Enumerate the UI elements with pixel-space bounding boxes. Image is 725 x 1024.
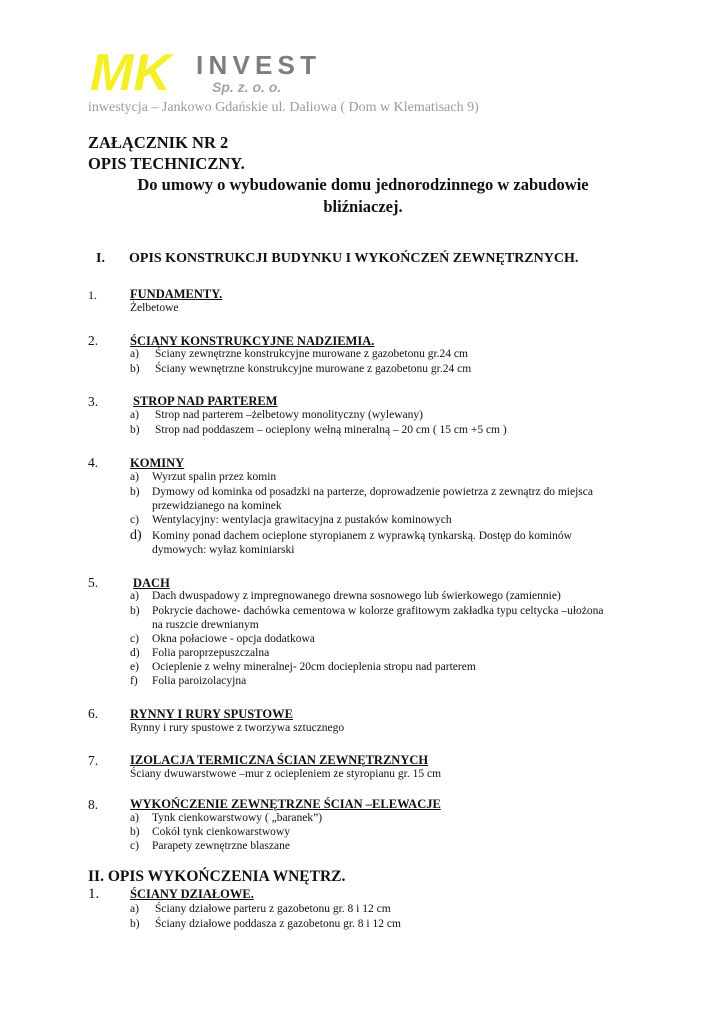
item5-a-text: Dach dwuspadowy z impregnowanego drewna sosnowego lub świerkowego (zamiennie)	[152, 590, 561, 602]
item4-b-letter: b)	[130, 486, 140, 498]
item4-b-text: Dymowy od kominka od posadzki na parterze, doprowadzenie powietrza z zewnątrz do miejsca	[152, 486, 593, 498]
item4-number: 4.	[88, 455, 99, 470]
item7-desc: Ściany dwuwarstwowe –mur z ociepleniem ze styropianu gr. 15 cm	[130, 768, 442, 780]
item5-f-letter: f)	[130, 675, 138, 687]
item8-b-letter: b)	[130, 826, 140, 838]
item5-c-text: Okna połaciowe - opcja dodatkowa	[152, 633, 315, 645]
item5-a-letter: a)	[130, 590, 139, 602]
item5-e-letter: e)	[130, 661, 139, 673]
tech-description-title: OPIS TECHNICZNY.	[88, 154, 245, 173]
section1-roman: I.	[96, 251, 105, 266]
section2-item1-b-letter: b)	[130, 918, 140, 930]
item4-a-letter: a)	[130, 471, 139, 483]
item7-number: 7.	[88, 753, 99, 768]
item6-number: 6.	[88, 706, 99, 721]
investment-subtitle: inwestycja – Jankowo Gdańskie ul. Daliowa ( Dom w Klematisach 9)	[88, 100, 479, 115]
item4-d-letter: d)	[130, 528, 142, 543]
item4-a-text: Wyrzut spalin przez komin	[152, 471, 277, 483]
item5-d-text: Folia paroprzepuszczalna	[152, 647, 270, 659]
logo-sp-text: Sp. z. o. o.	[212, 79, 282, 95]
section2-item1-a-letter: a)	[130, 903, 139, 915]
section2-title: II. OPIS WYKOŃCZENIA WNĘTRZ.	[88, 868, 346, 885]
item1-desc: Żelbetowe	[130, 302, 179, 314]
item8-title: WYKOŃCZENIE ZEWNĘTRZNE ŚCIAN –ELEWACJE	[130, 797, 441, 811]
item2-b-text: Ściany wewnętrzne konstrukcyjne murowane z gazobetonu gr.24 cm	[155, 363, 472, 375]
item6-title: RYNNY I RURY SPUSTOWE	[130, 707, 293, 721]
item1-title: FUNDAMENTY.	[130, 287, 223, 301]
item3-number: 3.	[88, 394, 99, 409]
item4-c-letter: c)	[130, 514, 139, 526]
section2-item1-b-text: Ściany działowe poddasza z gazobetonu gr. 8 i 12 cm	[155, 918, 401, 930]
logo-mk-text: MK	[90, 46, 171, 96]
item5-title: DACH	[133, 576, 170, 590]
item2-a-text: Ściany zewnętrzne konstrukcyjne murowane z gazobetonu gr.24 cm	[155, 348, 468, 360]
item8-c-letter: c)	[130, 840, 139, 852]
item5-e-text: Ocieplenie z wełny mineralnej- 20cm docieplenia stropu nad parterem	[152, 661, 476, 673]
contract-title-line2: bliźniaczej.	[323, 197, 403, 216]
attachment-title: ZAŁĄCZNIK NR 2	[88, 133, 229, 152]
company-logo	[88, 46, 318, 96]
item4-b-text-cont: przewidzianego na kominek	[152, 500, 282, 512]
item5-b-letter: b)	[130, 605, 140, 617]
item4-d-text-cont: dymowych: wyłaz kominiarski	[152, 544, 295, 556]
item5-number: 5.	[88, 575, 99, 590]
logo-invest-text: INVEST	[196, 50, 316, 80]
item6-desc: Rynny i rury spustowe z tworzywa sztucznego	[130, 722, 345, 734]
item2-a-letter: a)	[130, 348, 139, 360]
section2-item1-a-text: Ściany działowe parteru z gazobetonu gr. 8 i 12 cm	[155, 903, 391, 915]
item8-number: 8.	[88, 797, 99, 812]
item4-d-text: Kominy ponad dachem ocieplone styropianem z wyprawką tynkarską. Dostęp do kominów	[152, 530, 572, 542]
item1-number: 1.	[88, 288, 97, 302]
item4-title: KOMINY	[130, 456, 185, 470]
item3-b-letter: b)	[130, 424, 140, 436]
item5-b-text-cont: na ruszcie drewnianym	[152, 619, 259, 631]
section2-item1-number: 1.	[88, 886, 100, 902]
item4-c-text: Wentylacyjny: wentylacja grawitacyjna z pustaków kominowych	[152, 514, 452, 526]
section1-title: OPIS KONSTRUKCJI BUDYNKU I WYKOŃCZEŃ ZEWNĘTRZNYCH.	[129, 251, 579, 266]
item3-a-letter: a)	[130, 409, 139, 421]
item5-d-letter: d)	[130, 647, 140, 659]
item8-a-text: Tynk cienkowarstwowy ( „baranek”)	[152, 812, 323, 824]
section2-item1-title: ŚCIANY DZIAŁOWE.	[130, 887, 254, 901]
item2-b-letter: b)	[130, 363, 140, 375]
item5-b-text: Pokrycie dachowe- dachówka cementowa w kolorze grafitowym zakładka typu celtycka –ułożona	[152, 605, 604, 617]
item5-f-text: Folia paroizolacyjna	[152, 675, 247, 687]
item8-a-letter: a)	[130, 812, 139, 824]
item2-title: ŚCIANY KONSTRUKCYJNE NADZIEMIA.	[130, 334, 375, 348]
contract-title-line1: Do umowy o wybudowanie domu jednorodzinnego w zabudowie	[137, 175, 589, 194]
item5-c-letter: c)	[130, 633, 139, 645]
item3-b-text: Strop nad poddaszem – ocieplony wełną mineralną – 20 cm ( 15 cm +5 cm )	[155, 424, 507, 436]
item2-number: 2.	[88, 333, 99, 348]
item8-c-text: Parapety zewnętrzne blaszane	[152, 840, 290, 852]
item3-title: STROP NAD PARTEREM	[133, 394, 278, 408]
item8-b-text: Cokół tynk cienkowarstwowy	[152, 826, 290, 838]
item7-title: IZOLACJA TERMICZNA ŚCIAN ZEWNĘTRZNYCH	[130, 753, 429, 767]
item3-a-text: Strop nad parterem –żelbetowy monolityczny (wylewany)	[155, 409, 423, 421]
